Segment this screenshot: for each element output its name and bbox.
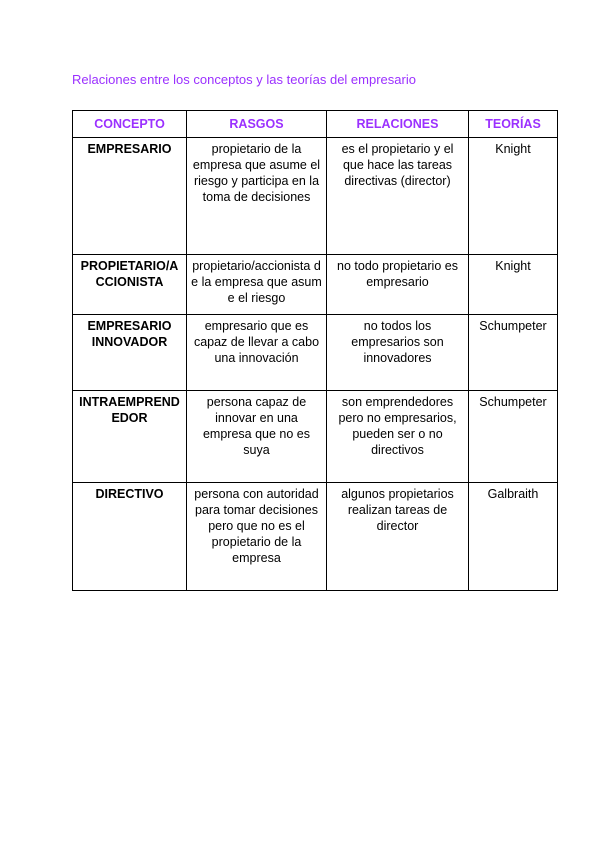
teorias-cell: Knight	[469, 255, 558, 315]
relaciones-cell: no todo propietario es empresario	[327, 255, 469, 315]
teorias-cell: Knight	[469, 138, 558, 255]
rasgos-cell: empresario que es capaz de llevar a cabo una innovación	[187, 315, 327, 391]
table-row	[73, 315, 558, 391]
concept-cell: PROPIETARIO/ACCIONISTA	[73, 255, 187, 315]
header-teorias: TEORÍAS	[469, 111, 558, 138]
teorias-cell: Schumpeter	[469, 315, 558, 391]
rasgos-cell: propietario/accionista de la empresa que asume el riesgo	[187, 255, 327, 315]
rasgos-cell: persona con autoridad para tomar decisiones pero que no es el propietario de la empresa	[187, 483, 327, 591]
table-header-row	[73, 111, 558, 138]
header-concepto: CONCEPTO	[73, 111, 187, 138]
table-row	[73, 391, 558, 483]
page-title: Relaciones entre los conceptos y las teorías del empresario	[72, 72, 416, 87]
table-row	[73, 138, 558, 255]
table-row	[73, 483, 558, 591]
relaciones-cell: son emprendedores pero no empresarios, pueden ser o no directivos	[327, 391, 469, 483]
concept-cell: INTRAEMPRENDEDOR	[73, 391, 187, 483]
relaciones-cell: algunos propietarios realizan tareas de director	[327, 483, 469, 591]
concept-cell: DIRECTIVO	[73, 483, 187, 591]
relaciones-cell: es el propietario y el que hace las tareas directivas (director)	[327, 138, 469, 255]
header-rasgos: RASGOS	[187, 111, 327, 138]
teorias-cell: Schumpeter	[469, 391, 558, 483]
table-row	[73, 255, 558, 315]
header-relaciones: RELACIONES	[327, 111, 469, 138]
relaciones-cell: no todos los empresarios son innovadores	[327, 315, 469, 391]
concepts-table	[72, 110, 558, 591]
teorias-cell: Galbraith	[469, 483, 558, 591]
rasgos-cell: persona capaz de innovar en una empresa que no es suya	[187, 391, 327, 483]
rasgos-cell: propietario de la empresa que asume el riesgo y participa en la toma de decisiones	[187, 138, 327, 255]
concept-cell: EMPRESARIO INNOVADOR	[73, 315, 187, 391]
concept-cell: EMPRESARIO	[73, 138, 187, 255]
